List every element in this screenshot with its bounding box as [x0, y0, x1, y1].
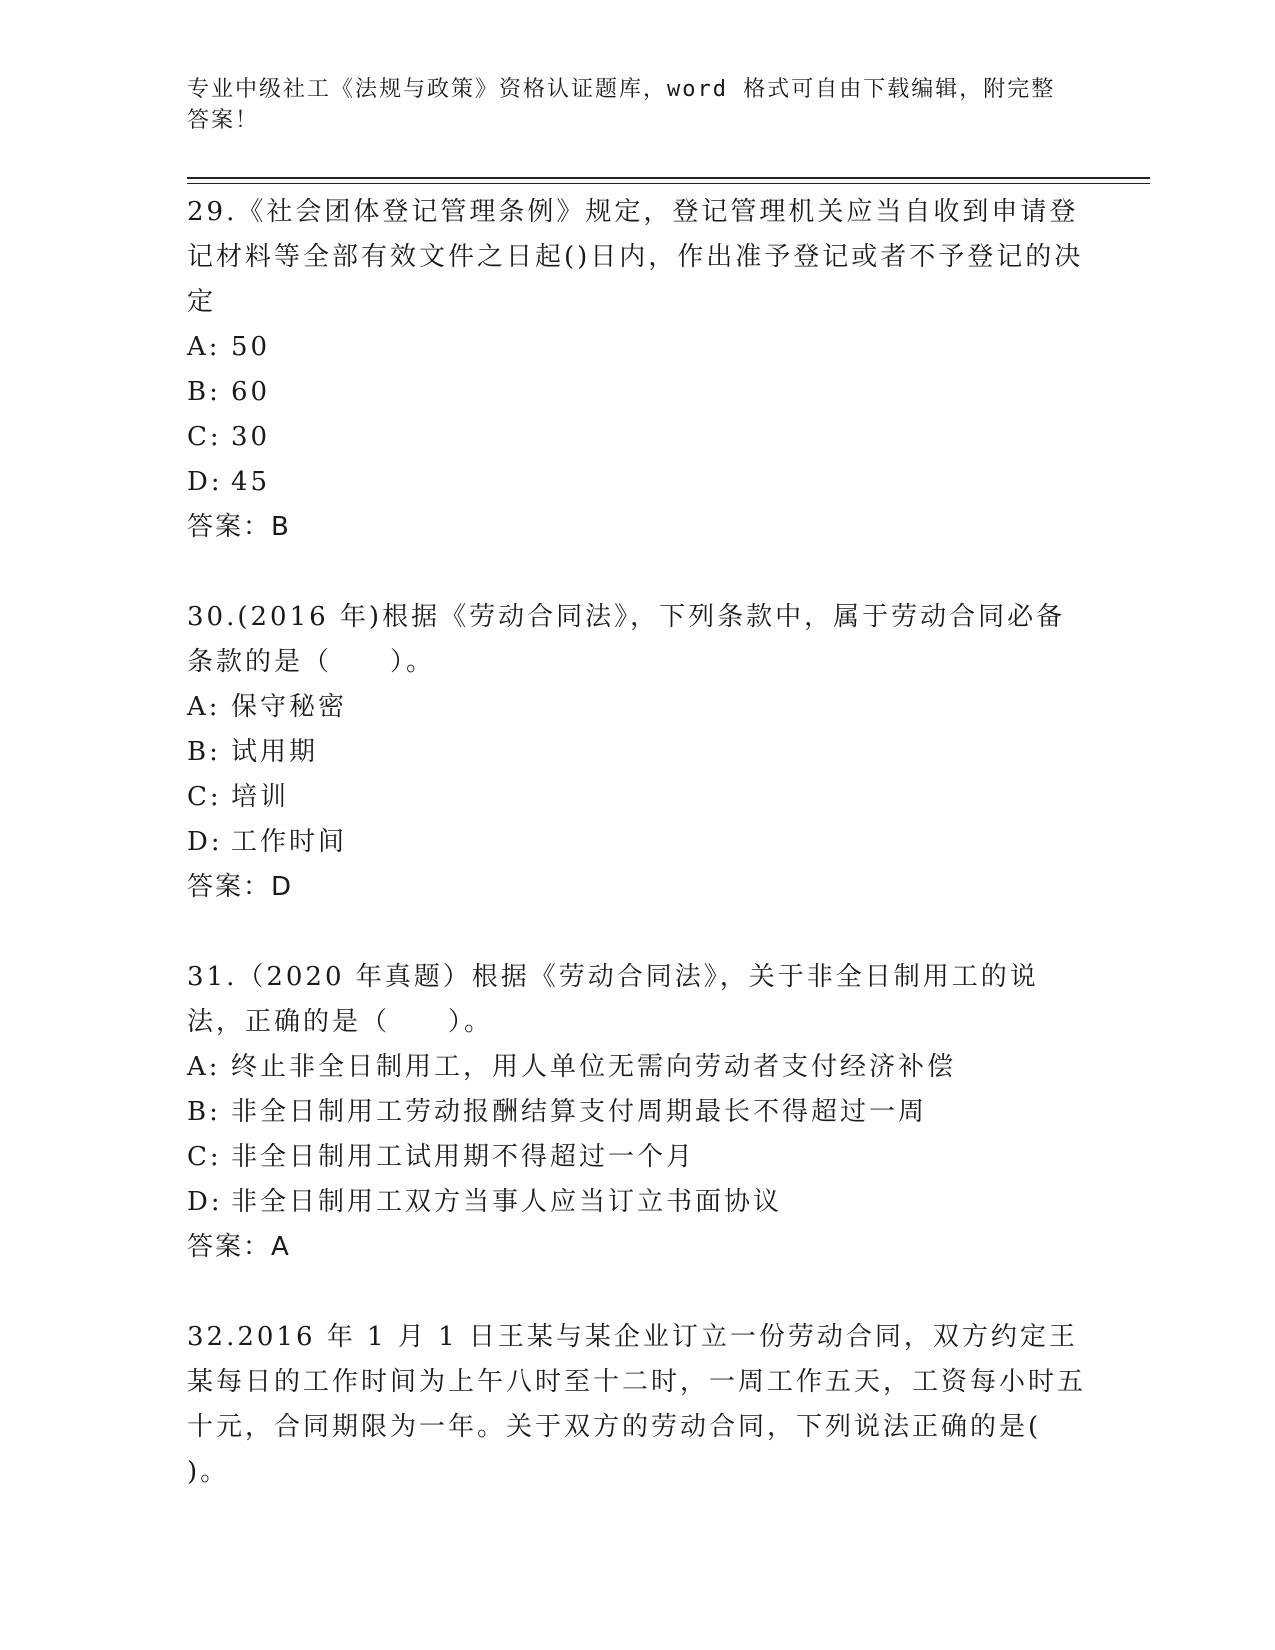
- option-letter: D:: [187, 467, 223, 497]
- question-30: [187, 595, 1087, 910]
- option-d: [187, 460, 1087, 505]
- option-letter: A:: [187, 1052, 221, 1082]
- option-d: [187, 820, 1087, 865]
- option-letter: D:: [187, 1187, 223, 1217]
- page-header: [187, 74, 1067, 136]
- option-letter: C:: [187, 1142, 222, 1172]
- option-letter: B:: [187, 377, 221, 407]
- option-a: [187, 685, 1087, 730]
- option-b: [187, 1090, 1087, 1135]
- header-line-2: 答案！: [187, 108, 260, 133]
- option-letter: A:: [187, 332, 221, 362]
- option-text: 试用期: [231, 737, 319, 767]
- option-text: 工作时间: [231, 827, 348, 857]
- option-text: 60: [231, 377, 271, 407]
- question-29: [187, 190, 1087, 550]
- question-31: [187, 955, 1087, 1270]
- header-rule-thin: [187, 183, 1150, 184]
- option-b: [187, 370, 1087, 415]
- option-text: 非全日制用工劳动报酬结算支付周期最长不得超过一周: [231, 1097, 928, 1127]
- option-b: [187, 730, 1087, 775]
- option-c: [187, 1135, 1087, 1180]
- option-d: [187, 1180, 1087, 1225]
- answer-label: 答案：A: [187, 1232, 291, 1262]
- option-text: 50: [231, 332, 271, 362]
- question-stem: 30.(2016 年)根据《劳动合同法》，下列条款中，属于劳动合同必备条款的是（ ）。: [187, 602, 1066, 677]
- option-c: [187, 775, 1087, 820]
- header-line-1: 专业中级社工《法规与政策》资格认证题库，word 格式可自由下载编辑，附完整: [187, 77, 1056, 102]
- option-text: 45: [231, 467, 271, 497]
- spacer: [187, 550, 1087, 595]
- option-a: [187, 1045, 1087, 1090]
- question-list: [187, 190, 1087, 1495]
- question-stem: 29.《社会团体登记管理条例》规定，登记管理机关应当自收到申请登记材料等全部有效文件之日起()日内，作出准予登记或者不予登记的决定: [187, 197, 1084, 317]
- option-letter: B:: [187, 1097, 221, 1127]
- option-a: [187, 325, 1087, 370]
- option-text: 非全日制用工试用期不得超过一个月: [231, 1142, 696, 1172]
- option-text: 非全日制用工双方当事人应当订立书面协议: [231, 1187, 783, 1217]
- option-text: 保守秘密: [231, 692, 348, 722]
- header-rule-thick: [187, 177, 1150, 179]
- option-text: 30: [231, 422, 271, 452]
- question-stem: 32.2016 年 1 月 1 日王某与某企业订立一份劳动合同，双方约定王某每日的工作时间为上午八时至十二时，一周工作五天，工资每小时五十元，合同期限为一年。关于双方的劳动合同，下列说法正确的是( )。: [187, 1322, 1087, 1487]
- option-letter: B:: [187, 737, 221, 767]
- option-c: [187, 415, 1087, 460]
- option-letter: C:: [187, 422, 222, 452]
- option-letter: D:: [187, 827, 223, 857]
- answer-label: 答案：B: [187, 512, 291, 542]
- option-letter: A:: [187, 692, 221, 722]
- spacer: [187, 1270, 1087, 1315]
- answer-label: 答案：D: [187, 872, 294, 902]
- question-32: [187, 1315, 1087, 1495]
- spacer: [187, 910, 1087, 955]
- option-text: 终止非全日制用工，用人单位无需向劳动者支付经济补偿: [231, 1052, 957, 1082]
- option-letter: C:: [187, 782, 222, 812]
- question-stem: 31.（2020 年真题）根据《劳动合同法》，关于非全日制用工的说法，正确的是（ ）。: [187, 962, 1039, 1037]
- option-text: 培训: [231, 782, 290, 812]
